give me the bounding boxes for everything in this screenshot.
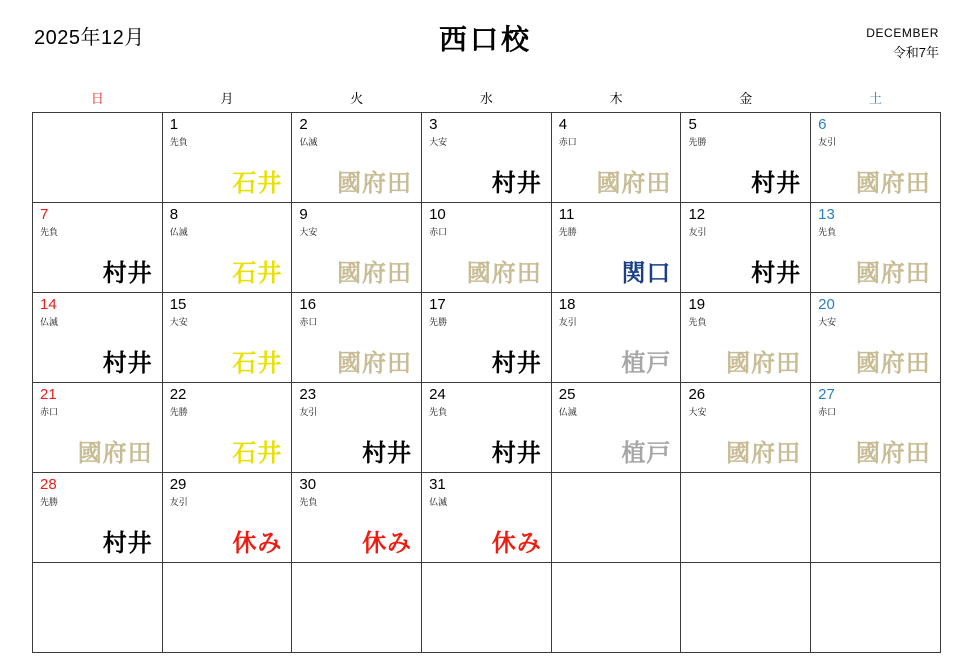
day-entry-name[interactable]: 石井 (232, 350, 283, 377)
rokuyo-label: 先勝 (40, 497, 59, 507)
month-english-label: DECEMBER (866, 26, 939, 40)
calendar-day-cell[interactable] (292, 563, 422, 653)
rokuyo-label: 友引 (818, 137, 837, 147)
day-number: 28 (40, 476, 57, 493)
calendar-week-row (33, 203, 941, 293)
calendar-day-cell[interactable] (681, 383, 811, 473)
day-number: 10 (429, 206, 446, 223)
calendar-day-cell[interactable] (681, 203, 811, 293)
day-number: 31 (429, 476, 446, 493)
day-entry-name[interactable]: 村井 (491, 440, 542, 467)
calendar-day-cell[interactable] (422, 203, 552, 293)
day-entry-name[interactable]: 休み (362, 530, 413, 557)
calendar-day-cell[interactable] (681, 293, 811, 383)
day-number: 22 (169, 386, 187, 403)
calendar-day-cell[interactable] (551, 203, 681, 293)
weekday-header-0: 日 (90, 90, 104, 106)
day-number: 14 (40, 296, 57, 313)
calendar-day-cell[interactable] (681, 113, 811, 203)
calendar-day-cell[interactable] (551, 563, 681, 653)
page-header (0, 0, 971, 78)
day-entry-name[interactable]: 石井 (232, 170, 283, 197)
page-title: 西口校 (438, 24, 532, 55)
weekday-header-3: 水 (479, 90, 493, 106)
rokuyo-label: 赤口 (558, 137, 577, 147)
rokuyo-label: 赤口 (299, 317, 318, 327)
rokuyo-label: 先負 (299, 497, 318, 507)
rokuyo-label: 仏滅 (169, 227, 188, 237)
day-entry-name[interactable]: 村井 (362, 440, 413, 467)
rokuyo-label: 仏滅 (558, 407, 577, 417)
day-number: 9 (299, 206, 308, 223)
day-entry-name[interactable]: 國府田 (855, 440, 931, 467)
calendar-day-cell[interactable] (292, 383, 422, 473)
rokuyo-label: 仏滅 (40, 317, 59, 327)
weekday-header-4: 木 (609, 90, 623, 106)
calendar-body (33, 113, 941, 653)
day-number: 2 (299, 116, 308, 133)
rokuyo-label: 大安 (688, 407, 707, 417)
weekday-header-1: 月 (220, 90, 234, 106)
rokuyo-label: 先勝 (688, 137, 707, 147)
calendar-day-cell[interactable] (162, 563, 292, 653)
day-number: 23 (299, 386, 317, 403)
day-entry-name[interactable]: 植戸 (621, 440, 672, 467)
calendar-day-cell[interactable] (33, 473, 163, 563)
day-number: 26 (688, 386, 706, 403)
day-number: 18 (558, 296, 576, 313)
calendar-day-cell[interactable] (162, 473, 292, 563)
rokuyo-label: 先負 (429, 407, 448, 417)
calendar-day-cell[interactable] (292, 473, 422, 563)
rokuyo-label: 先勝 (558, 227, 577, 237)
calendar-week-row (33, 383, 941, 473)
rokuyo-label: 先勝 (429, 317, 448, 327)
day-number: 1 (169, 116, 179, 133)
calendar-day-cell[interactable] (551, 383, 681, 473)
calendar-day-cell[interactable] (422, 293, 552, 383)
day-entry-name[interactable]: 國府田 (855, 260, 931, 287)
day-entry-name[interactable]: 國府田 (337, 170, 413, 197)
day-number: 4 (558, 116, 568, 133)
weekday-header-2: 火 (350, 90, 364, 106)
calendar-day-cell[interactable] (33, 293, 163, 383)
day-entry-name[interactable]: 國府田 (337, 350, 413, 377)
weekday-header-6: 土 (868, 90, 882, 106)
calendar-day-cell[interactable] (292, 203, 422, 293)
day-number: 29 (169, 476, 187, 493)
calendar-day-cell[interactable] (33, 563, 163, 653)
day-number: 27 (818, 386, 835, 403)
calendar-day-cell[interactable] (811, 203, 941, 293)
calendar-day-cell[interactable] (422, 473, 552, 563)
day-number: 12 (688, 206, 706, 223)
rokuyo-label: 大安 (169, 317, 188, 327)
calendar-week-row (33, 563, 941, 653)
calendar-day-cell[interactable] (551, 473, 681, 563)
day-entry-name[interactable]: 村井 (751, 260, 802, 287)
day-entry-name[interactable]: 休み (491, 530, 542, 557)
day-entry-name[interactable]: 関口 (621, 260, 672, 287)
day-entry-name[interactable]: 國府田 (77, 440, 153, 467)
day-entry-name[interactable]: 村井 (751, 170, 802, 197)
rokuyo-label: 大安 (299, 227, 318, 237)
day-number: 21 (40, 386, 57, 403)
day-number: 5 (688, 116, 697, 133)
day-number: 8 (169, 206, 179, 223)
day-number: 13 (818, 206, 835, 223)
day-number: 30 (299, 476, 317, 493)
era-year-label: 令和7年 (892, 44, 939, 60)
rokuyo-label: 大安 (818, 317, 837, 327)
day-entry-name[interactable]: 國府田 (337, 260, 413, 287)
day-entry-name[interactable]: 村井 (102, 350, 153, 377)
calendar-day-cell[interactable] (33, 113, 163, 203)
day-entry-name[interactable]: 村井 (102, 530, 153, 557)
day-number: 24 (429, 386, 446, 403)
calendar-day-cell[interactable] (811, 293, 941, 383)
weekday-header-row (33, 86, 941, 113)
rokuyo-label: 先負 (40, 227, 59, 237)
calendar-day-cell[interactable] (292, 293, 422, 383)
calendar-day-cell[interactable] (162, 383, 292, 473)
rokuyo-label: 先負 (169, 137, 188, 147)
day-entry-name[interactable]: 村井 (102, 260, 153, 287)
rokuyo-label: 先勝 (169, 407, 188, 417)
calendar-table (32, 86, 941, 653)
day-number: 3 (429, 116, 438, 133)
weekday-header-5: 金 (739, 90, 753, 106)
day-entry-name[interactable]: 國府田 (726, 440, 802, 467)
calendar-day-cell[interactable] (292, 113, 422, 203)
rokuyo-label: 赤口 (429, 227, 448, 237)
calendar-day-cell[interactable] (162, 113, 292, 203)
calendar-day-cell[interactable] (811, 473, 941, 563)
day-entry-name[interactable]: 國府田 (855, 170, 931, 197)
calendar-day-cell[interactable] (681, 563, 811, 653)
calendar-day-cell[interactable] (681, 473, 811, 563)
rokuyo-label: 友引 (688, 227, 707, 237)
day-entry-name[interactable]: 石井 (232, 260, 283, 287)
day-number: 20 (818, 296, 835, 313)
day-number: 6 (818, 116, 827, 133)
day-entry-name[interactable]: 國府田 (596, 170, 672, 197)
day-number: 17 (429, 296, 446, 313)
day-entry-name[interactable]: 國府田 (726, 350, 802, 377)
day-entry-name[interactable]: 村井 (491, 350, 542, 377)
calendar-day-cell[interactable] (422, 113, 552, 203)
rokuyo-label: 先負 (688, 317, 707, 327)
calendar-day-cell[interactable] (33, 383, 163, 473)
calendar-day-cell[interactable] (422, 563, 552, 653)
period-label: 2025年12月 (34, 27, 145, 49)
day-entry-name[interactable]: 國府田 (466, 260, 542, 287)
day-number: 7 (40, 206, 49, 223)
day-number: 19 (688, 296, 706, 313)
day-number: 11 (558, 206, 575, 223)
calendar-day-cell[interactable] (811, 563, 941, 653)
rokuyo-label: 友引 (558, 317, 577, 327)
day-number: 25 (558, 386, 576, 403)
day-entry-name[interactable]: 村井 (491, 170, 542, 197)
day-number: 16 (299, 296, 317, 313)
calendar-day-cell[interactable] (811, 383, 941, 473)
calendar-day-cell[interactable] (551, 113, 681, 203)
header-corner (866, 24, 939, 63)
rokuyo-label: 大安 (429, 137, 448, 147)
rokuyo-label: 赤口 (818, 407, 837, 417)
day-entry-name[interactable]: 休み (232, 530, 283, 557)
calendar-day-cell[interactable] (811, 113, 941, 203)
calendar-day-cell[interactable] (162, 293, 292, 383)
day-entry-name[interactable]: 國府田 (855, 350, 931, 377)
calendar-week-row (33, 293, 941, 383)
calendar-day-cell[interactable] (551, 293, 681, 383)
rokuyo-label: 仏滅 (429, 497, 448, 507)
rokuyo-label: 友引 (299, 407, 318, 417)
calendar-day-cell[interactable] (422, 383, 552, 473)
rokuyo-label: 仏滅 (299, 137, 318, 147)
calendar-day-cell[interactable] (33, 203, 163, 293)
day-number: 15 (169, 296, 187, 313)
day-entry-name[interactable]: 植戸 (621, 350, 672, 377)
rokuyo-label: 先負 (818, 227, 837, 237)
calendar-week-row (33, 113, 941, 203)
day-entry-name[interactable]: 石井 (232, 440, 283, 467)
calendar-day-cell[interactable] (162, 203, 292, 293)
calendar-week-row (33, 473, 941, 563)
rokuyo-label: 赤口 (40, 407, 59, 417)
rokuyo-label: 友引 (169, 497, 188, 507)
